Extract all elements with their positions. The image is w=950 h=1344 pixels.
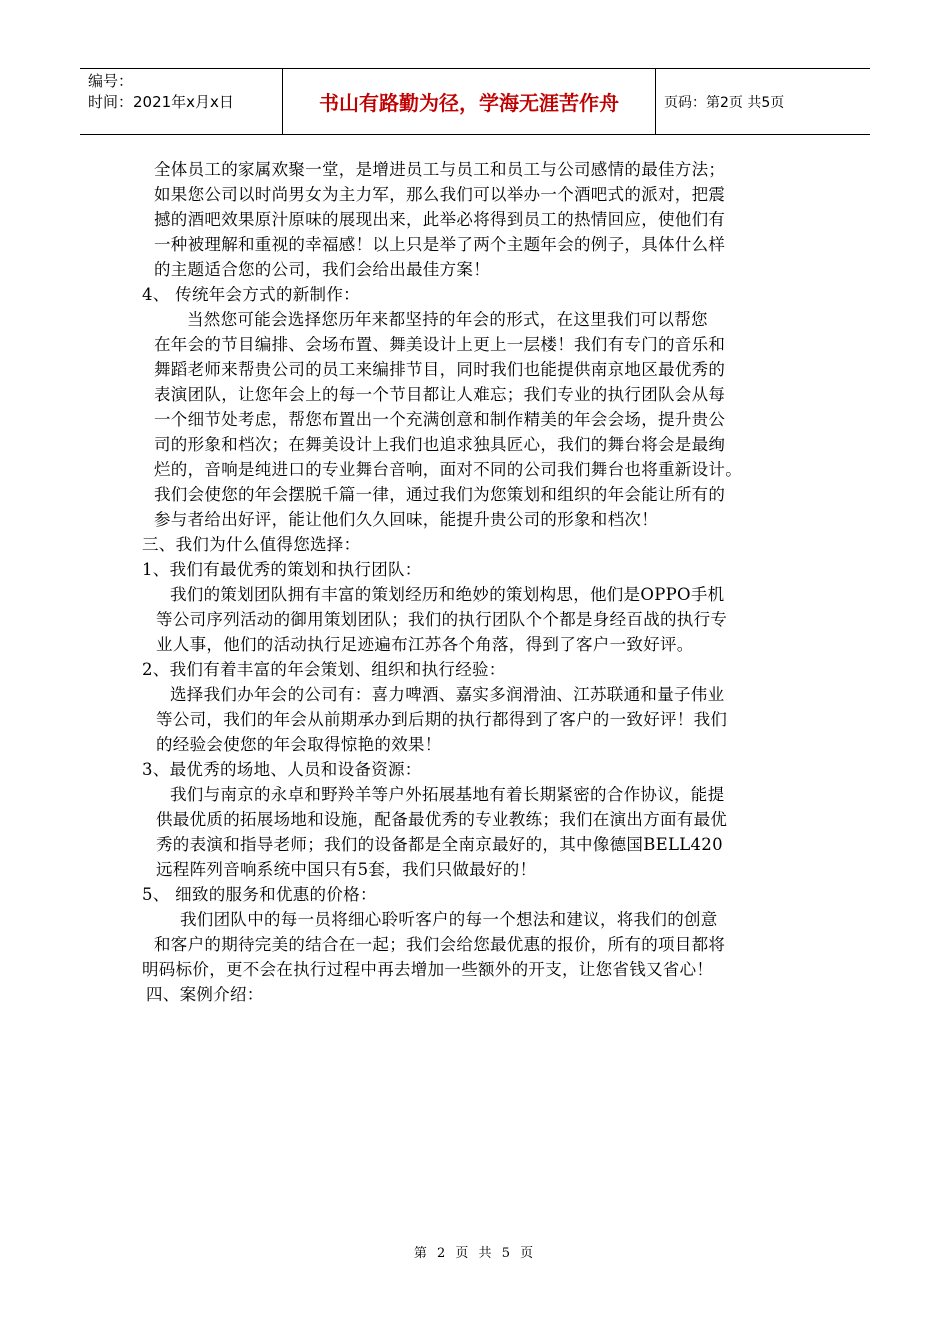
section-heading: 1、我们有最优秀的策划和执行团队： xyxy=(142,560,422,579)
body-line: 如果您公司以时尚男女为主力军，那么我们可以举办一个酒吧式的派对，把震 xyxy=(154,185,726,204)
body-line: 我们的策划团队拥有丰富的策划经历和绝妙的策划构思，他们是OPPO手机 xyxy=(170,585,725,604)
section-heading: 4、 传统年会方式的新制作： xyxy=(142,285,360,304)
body-line: 我们与南京的永卓和野羚羊等户外拓展基地有着长期紧密的合作协议，能提 xyxy=(170,785,725,804)
document-body xyxy=(142,157,822,1007)
body-line: 明码标价，更不会在执行过程中再去增加一些额外的开支，让您省钱又省心！ xyxy=(142,960,714,979)
body-line: 参与者给出好评，能让他们久久回味，能提升贵公司的形象和档次！ xyxy=(154,510,658,529)
body-line: 表演团队，让您年会上的每一个节目都让人难忘；我们专业的执行团队会从每 xyxy=(154,385,726,404)
section-heading: 2、我们有着丰富的年会策划、组织和执行经验： xyxy=(142,660,506,679)
body-line: 业人事，他们的活动执行足迹遍布江苏各个角落，得到了客户一致好评。 xyxy=(156,635,694,654)
body-line: 我们团队中的每一员将细心聆听客户的每一个想法和建议，将我们的创意 xyxy=(180,910,718,929)
page-header xyxy=(80,68,870,135)
body-line: 供最优质的拓展场地和设施，配备最优秀的专业教练；我们在演出方面有最优 xyxy=(156,810,728,829)
section-heading: 3、最优秀的场地、人员和设备资源： xyxy=(142,760,422,779)
body-line: 选择我们办年会的公司有：喜力啤酒、嘉实多润滑油、江苏联通和量子伟业 xyxy=(170,685,725,704)
body-line: 等公司，我们的年会从前期承办到后期的执行都得到了客户的一致好评！我们 xyxy=(156,710,728,729)
body-line: 远程阵列音响系统中国只有5套，我们只做最好的！ xyxy=(156,860,537,879)
body-line: 和客户的期待完美的结合在一起；我们会给您最优惠的报价，所有的项目都将 xyxy=(154,935,726,954)
section-heading: 四、案例介绍： xyxy=(146,985,264,1004)
section-heading: 三、我们为什么值得您选择： xyxy=(142,535,361,554)
body-line: 全体员工的家属欢聚一堂，是增进员工与员工和员工与公司感情的最佳方法； xyxy=(154,160,726,179)
body-line: 一种被理解和重视的幸福感！以上只是举了两个主题年会的例子，具体什么样 xyxy=(154,235,726,254)
body-line: 在年会的节目编排、会场布置、舞美设计上更上一层楼！我们有专门的音乐和 xyxy=(154,335,726,354)
body-line: 的经验会使您的年会取得惊艳的效果！ xyxy=(156,735,442,754)
body-line: 司的形象和档次；在舞美设计上我们也追求独具匠心，我们的舞台将会是最绚 xyxy=(154,435,726,454)
body-line: 秀的表演和指导老师；我们的设备都是全南京最好的，其中像德国BELL420 xyxy=(156,835,723,854)
body-line: 我们会使您的年会摆脱千篇一律，通过我们为您策划和组织的年会能让所有的 xyxy=(154,485,726,504)
header-motto: 书山有路勤为径，学海无涯苦作舟 xyxy=(282,69,656,134)
body-line: 舞蹈老师来帮贵公司的员工来编排节目，同时我们也能提供南京地区最优秀的 xyxy=(154,360,726,379)
page-footer: 第 2 页 共 5 页 xyxy=(413,1246,537,1261)
body-line: 烂的，音响是纯进口的专业舞台音响，面对不同的公司我们舞台也将重新设计。 xyxy=(154,460,742,479)
document-number-label: 编号： xyxy=(88,72,134,90)
header-page-label: 页码：第2页 共5页 xyxy=(664,94,785,111)
section-heading: 5、 细致的服务和优惠的价格： xyxy=(142,885,377,904)
body-line: 当然您可能会选择您历年来都坚持的年会的形式，在这里我们可以帮您 xyxy=(187,310,708,329)
document-date-label: 时间：2021年x月x日 xyxy=(88,93,234,111)
header-left-cell xyxy=(80,69,282,134)
body-line: 一个细节处考虑，帮您布置出一个充满创意和制作精美的年会会场，提升贵公 xyxy=(154,410,726,429)
body-line: 等公司序列活动的御用策划团队；我们的执行团队个个都是身经百战的执行专 xyxy=(156,610,728,629)
body-line: 的主题适合您的公司，我们会给出最佳方案！ xyxy=(154,260,490,279)
body-line: 撼的酒吧效果原汁原味的展现出来，此举必将得到员工的热情回应，使他们有 xyxy=(154,210,726,229)
